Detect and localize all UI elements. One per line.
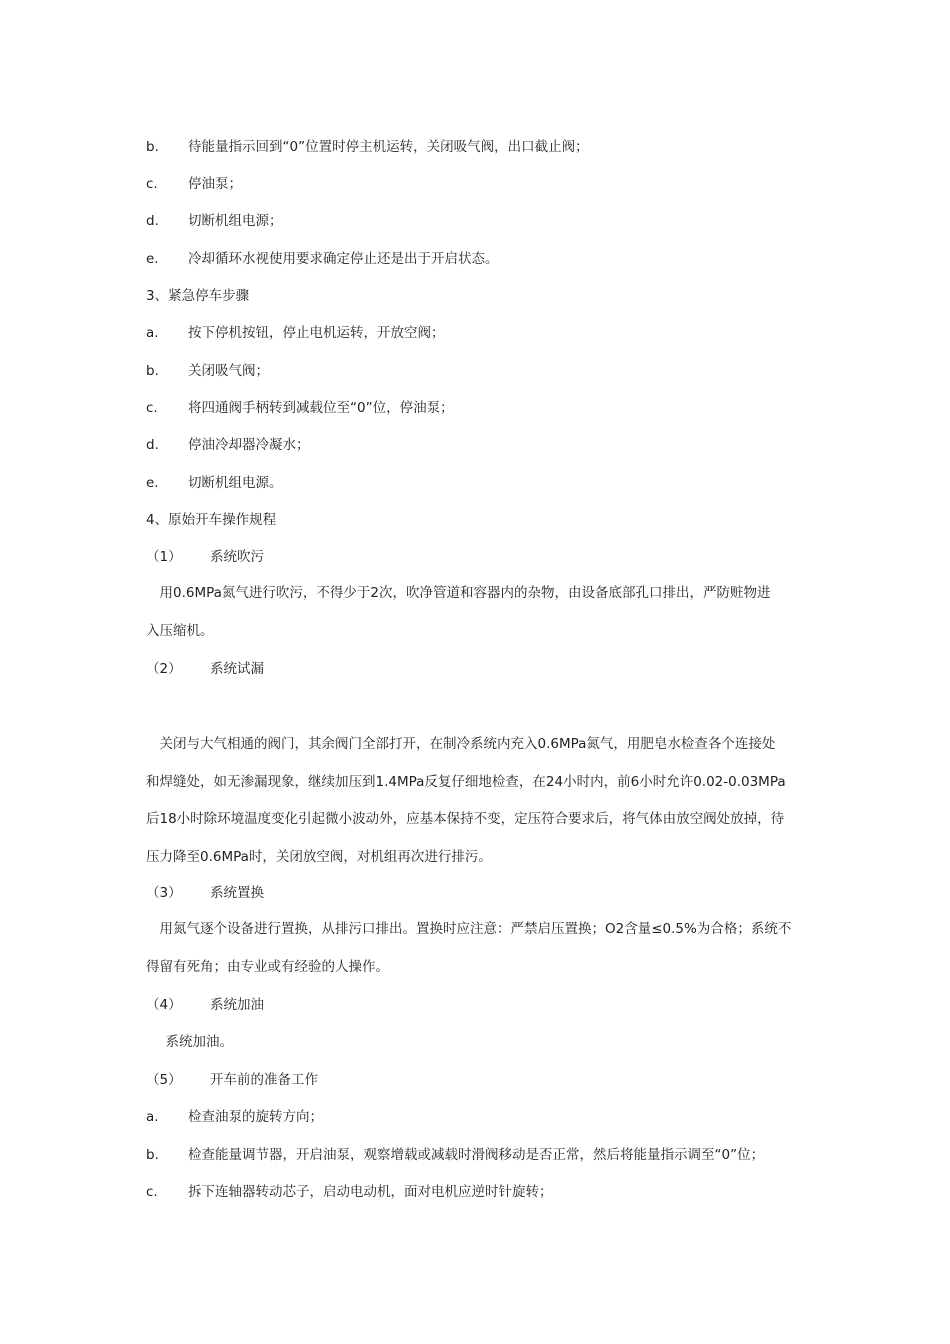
stop-step-d: d. 切断机组电源； [146,213,283,229]
section-oil-body: 系统加油。 [152,1034,233,1050]
startup-heading: 4、原始开车操作规程 [146,512,277,528]
section-replacement-body: 用氮气逐个设备进行置换，从排污口排出。置换时应注意：严禁启压置换；O2含量≤0.5%为合格；系统不 得留有死角；由专业或有经验的人操作。 [146,921,792,975]
section-replacement-heading: （3） 系统置换 [146,885,264,901]
section-purge-body: 用0.6MPa氮气进行吹污，不得少于2次，吹净管道和容器内的杂物，由设备底部孔口排出，严防赃物进 入压缩机。 [146,585,771,639]
section-oil-heading: （4） 系统加油 [146,997,264,1013]
section-leak-test-heading: （2） 系统试漏 [146,661,264,677]
stop-step-b: b. 待能量指示回到“0”位置时停主机运转，关闭吸气阀，出口截止阀； [146,139,589,155]
section-preparation-heading: （5） 开车前的准备工作 [146,1072,318,1088]
emergency-heading: 3、紧急停车步骤 [146,288,250,304]
emergency-step-b: b. 关闭吸气阀； [146,363,269,379]
emergency-step-a: a. 按下停机按钮，停止电机运转，开放空阀； [146,325,445,341]
emergency-step-e: e. 切断机组电源。 [146,475,283,491]
emergency-step-c: c. 将四通阀手柄转到减载位至“0”位，停油泵； [146,400,454,416]
emergency-step-d: d. 停油冷却器冷凝水； [146,437,310,453]
prep-step-c: c. 拆下连轴器转动芯子，启动电动机，面对电机应逆时针旋转； [146,1184,553,1200]
stop-step-c: c. 停油泵； [146,176,242,192]
section-leak-test-body: 关闭与大气相通的阀门，其余阀门全部打开，在制冷系统内充入0.6MPa氮气，用肥皂水检查各个连接处 和焊缝处，如无渗漏现象，继续加压到1.4MPa反复仔细地检查，在24小时内，前6小时允许0.02-0.03MPa 后18小时除环境温度变化引起微小波动外，应基本保持不变，定压符合要求后，将气体由放空阀处放掉，待 压力降至0.6MPa时，关闭放空阀，对机组再次进行排污。 [146,736,786,865]
prep-step-a: a. 检查油泵的旋转方向； [146,1109,323,1125]
stop-step-e: e. 冷却循环水视使用要求确定停止还是出于开启状态。 [146,251,499,267]
prep-step-b: b. 检查能量调节器，开启油泵，观察增载或减载时滑阀移动是否正常，然后将能量指示调至“0”位； [146,1147,765,1163]
section-purge-heading: （1） 系统吹污 [146,549,264,565]
